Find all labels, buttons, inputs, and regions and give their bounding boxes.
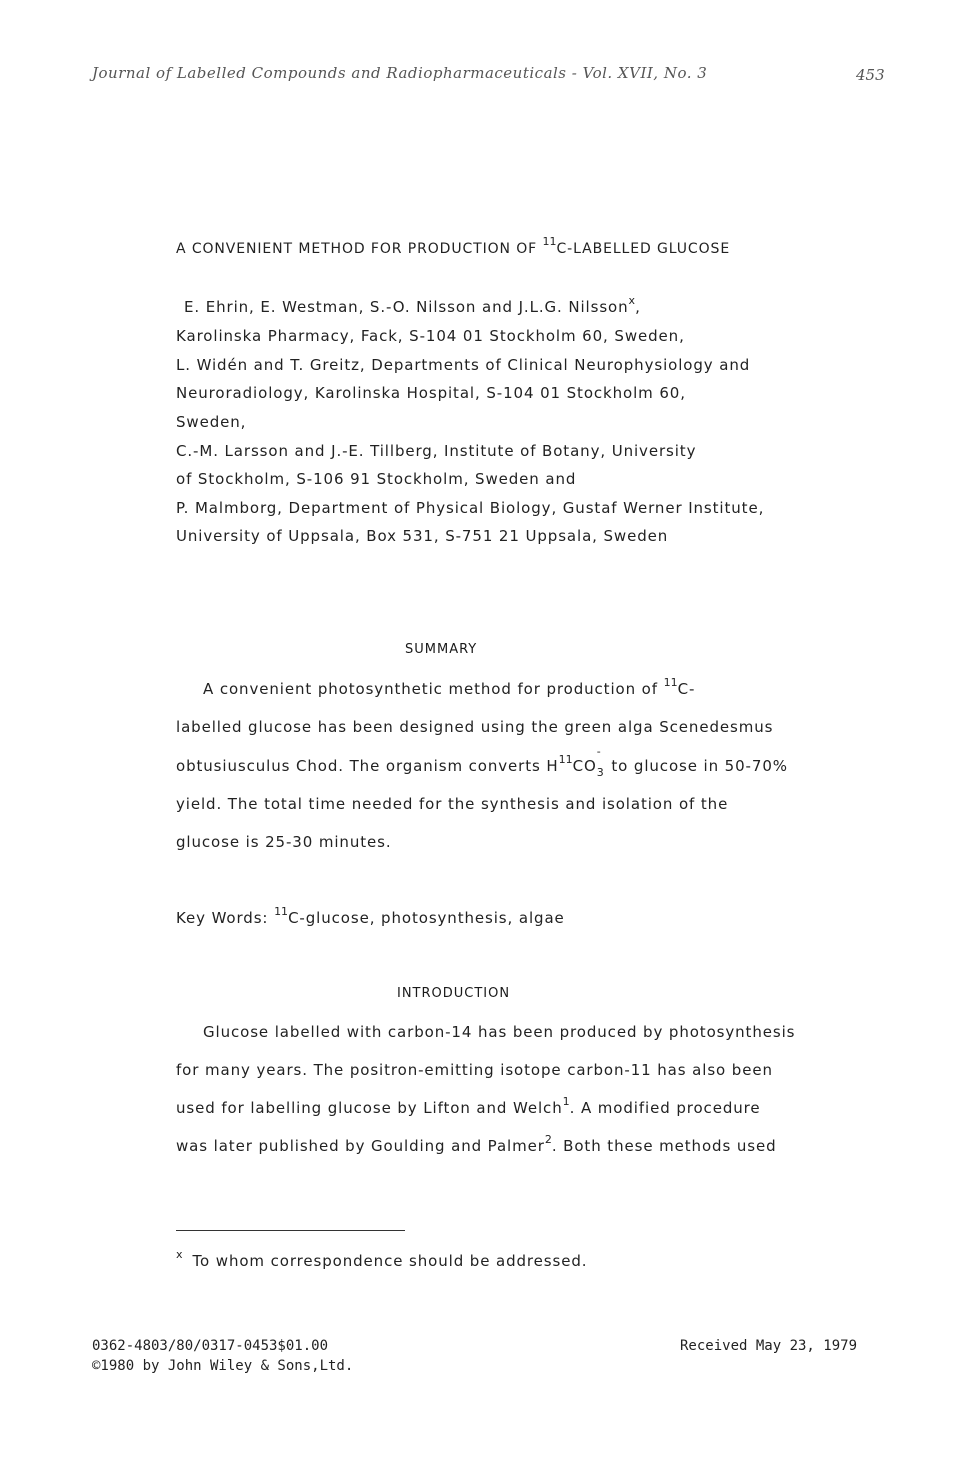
affiliation-line-4: Neuroradiology, Karolinska Hospital, S-104 01 Stockholm 60, — [176, 384, 686, 402]
summary-heading: SUMMARY — [405, 642, 478, 657]
affiliation-line-7: of Stockholm, S-106 91 Stockholm, Sweden and — [176, 470, 577, 488]
title-superscript: 11 — [542, 235, 557, 248]
footnote-text: To whom correspondence should be addressed. — [192, 1252, 588, 1270]
affiliation-line-3: L. Widén and T. Greitz, Departments of Clinical Neurophysiology and — [176, 356, 751, 374]
summary-line-5: glucose is 25-30 minutes. — [176, 833, 392, 851]
bicarbonate-charge: - — [596, 745, 601, 758]
keywords-isotope-sup: 11 — [274, 905, 289, 918]
page-number: 453 — [856, 66, 885, 84]
intro-line-4 — [176, 1133, 777, 1155]
bicarbonate-co: CO — [572, 757, 597, 775]
publication-code: 0362-4803/80/0317-0453$01.00 — [92, 1338, 329, 1354]
keywords-text: C-glucose, photosynthesis, algae — [288, 909, 565, 927]
keywords-label: Key Words: — [176, 909, 275, 927]
summary-isotope-sup: 11 — [663, 676, 678, 689]
correspondence-mark: x — [628, 294, 636, 307]
footnote-divider — [176, 1230, 405, 1231]
intro-line-4-text: was later published by Goulding and Palmer — [176, 1137, 545, 1155]
affiliation-line-2: Karolinska Pharmacy, Fack, S-104 01 Stockholm 60, Sweden, — [176, 327, 685, 345]
reference-1: 1 — [562, 1095, 570, 1108]
summary-line-1-text: A convenient photosynthetic method for production of — [203, 680, 664, 698]
title-text-after: C-LABELLED GLUCOSE — [556, 241, 731, 257]
summary-line-3-end: to glucose in 50-70% — [605, 757, 788, 775]
intro-line-3-text: used for labelling glucose by Lifton and Welch — [176, 1099, 563, 1117]
summary-line-2: labelled glucose has been designed using the green alga Scenedesmus — [176, 718, 774, 736]
keywords-line — [176, 905, 565, 927]
intro-line-1: Glucose labelled with carbon-14 has been produced by photosynthesis — [203, 1023, 796, 1041]
summary-line-4: yield. The total time needed for the synthesis and isolation of the — [176, 795, 729, 813]
affiliation-line-5: Sweden, — [176, 413, 247, 431]
bicarbonate-subscript: 3 — [596, 766, 604, 779]
footnote-mark: x — [176, 1248, 183, 1261]
summary-line-3 — [176, 745, 788, 779]
intro-line-2: for many years. The positron-emitting isotope carbon-11 has also been — [176, 1061, 773, 1079]
introduction-heading: INTRODUCTION — [397, 986, 511, 1001]
author-names: E. Ehrin, E. Westman, S.-O. Nilsson and J.L.G. Nilsson — [184, 298, 629, 316]
summary-line-1 — [203, 676, 696, 698]
reference-2: 2 — [544, 1133, 552, 1146]
intro-line-3-end: . A modified procedure — [569, 1099, 761, 1117]
affiliation-line-9: University of Uppsala, Box 531, S-751 21 Uppsala, Sweden — [176, 527, 669, 545]
title-text-before: A CONVENIENT METHOD FOR PRODUCTION OF — [176, 241, 543, 257]
journal-header: Journal of Labelled Compounds and Radiopharmaceuticals - Vol. XVII, No. 3 — [92, 64, 708, 82]
copyright-line: ©1980 by John Wiley & Sons,Ltd. — [92, 1358, 354, 1374]
summary-line-1-end: C- — [677, 680, 696, 698]
footnote — [176, 1248, 588, 1270]
author-line-1 — [184, 294, 641, 316]
author-line-1-end: , — [635, 298, 641, 316]
article-title — [176, 235, 731, 257]
intro-line-3 — [176, 1095, 761, 1117]
bicarbonate-isotope-sup: 11 — [558, 753, 573, 766]
summary-line-3-text: obtusiusculus Chod. The organism converts H — [176, 757, 559, 775]
bicarbonate-charge-group — [596, 745, 606, 779]
affiliation-line-8: P. Malmborg, Department of Physical Biology, Gustaf Werner Institute, — [176, 499, 765, 517]
intro-line-4-end: . Both these methods used — [551, 1137, 777, 1155]
affiliation-line-6: C.-M. Larsson and J.-E. Tillberg, Institute of Botany, University — [176, 442, 697, 460]
received-date: Received May 23, 1979 — [680, 1338, 858, 1354]
